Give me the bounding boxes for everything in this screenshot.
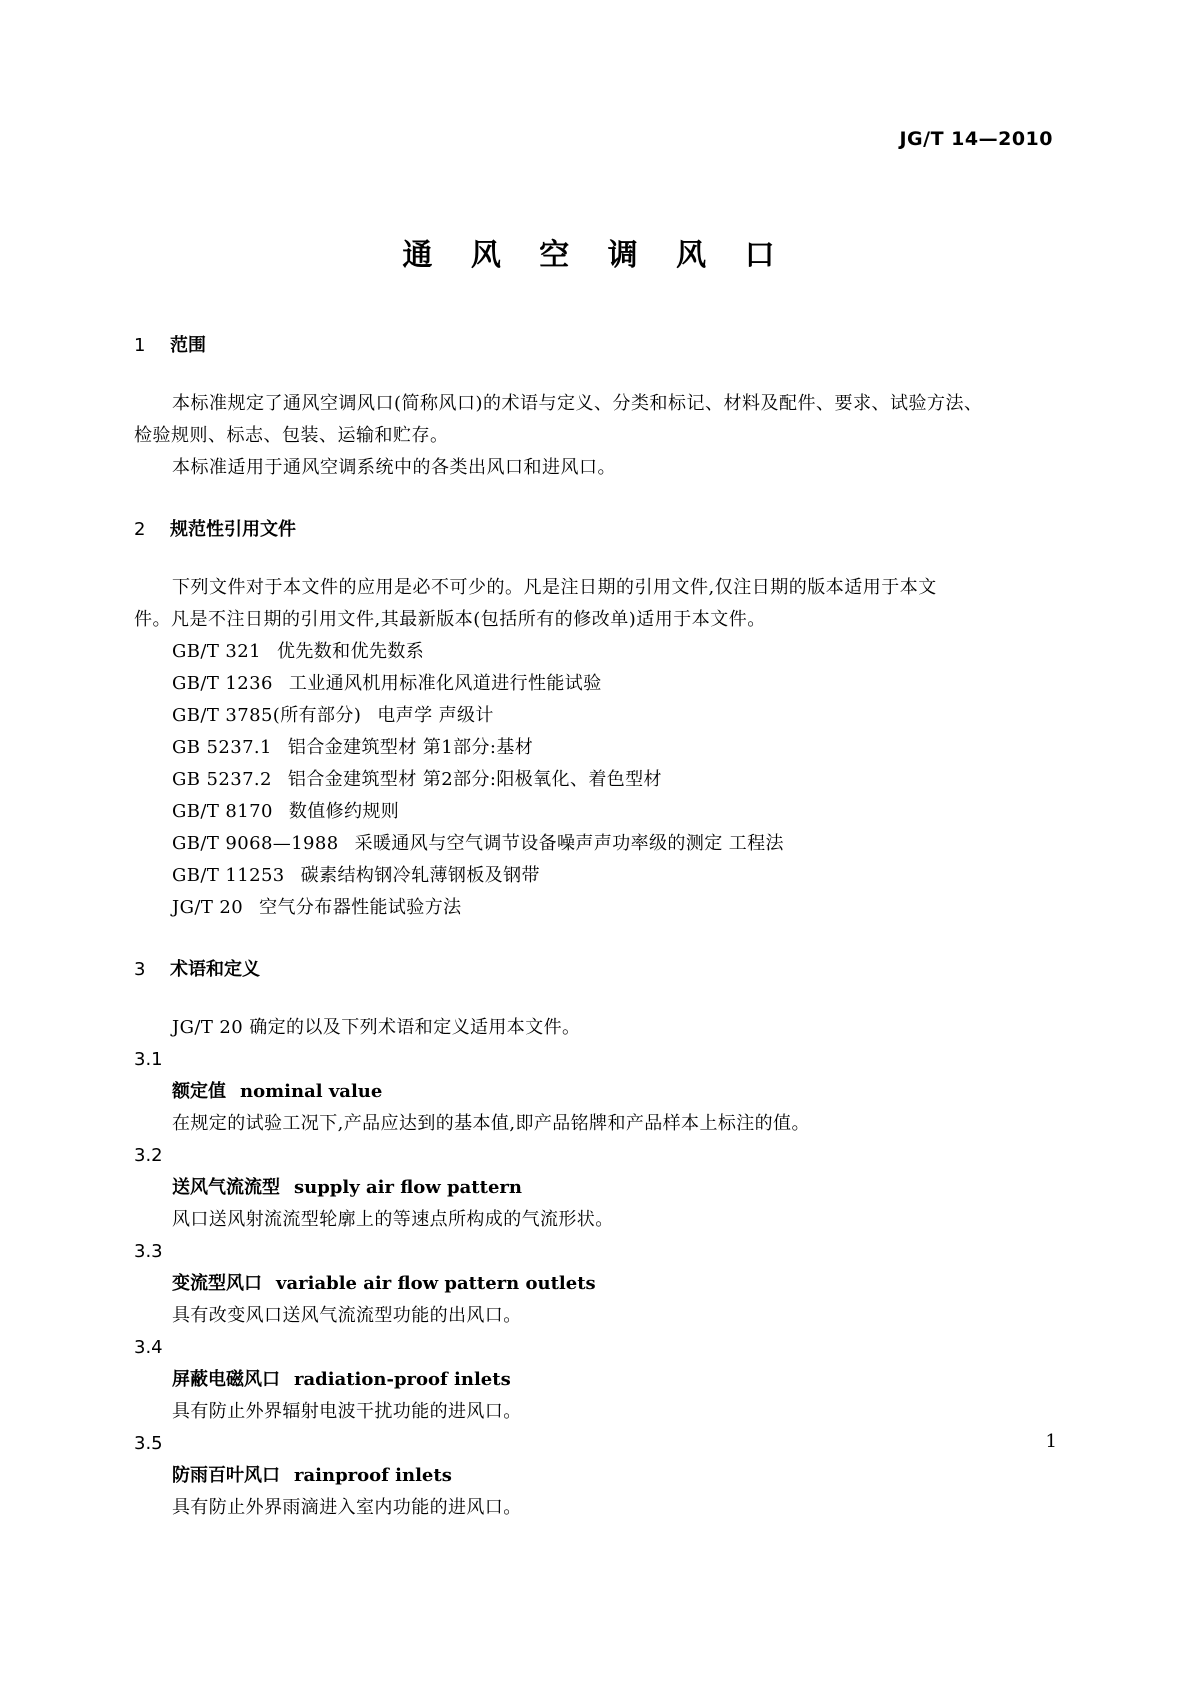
term-name-en: rainproof inlets [294,1465,452,1486]
paragraph: 下列文件对于本文件的应用是必不可少的。凡是注日期的引用文件,仅注日期的版本适用于本文 [172,577,937,598]
term-name [134,1364,1064,1396]
document-body [134,330,1064,1524]
reference-code: GB 5237.2 [172,769,272,790]
paragraph: 本标准规定了通风空调风口(简称风口)的术语与定义、分类和标记、材料及配件、要求、试验方法、 [172,393,983,414]
term-name [134,1460,1064,1492]
term-number: 3.5 [134,1433,163,1454]
reference-title: 碳素结构钢冷轧薄钢板及钢带 [300,865,540,886]
reference-code: GB/T 3785(所有部分) [172,705,362,726]
term-name-zh: 屏蔽电磁风口 [172,1369,280,1390]
reference-item [134,636,1064,668]
section-number: 3 [134,959,146,980]
term-number: 3.1 [134,1049,163,1070]
term-name-zh: 变流型风口 [172,1273,262,1294]
reference-item [134,732,1064,764]
reference-item [134,892,1064,924]
term-definition: 在规定的试验工况下,产品应达到的基本值,即产品铭牌和产品样本上标注的值。 [172,1113,810,1134]
term-name-en: supply air flow pattern [294,1177,522,1198]
section-heading-scope [134,330,1064,362]
reference-item [134,860,1064,892]
term-name-en: variable air flow pattern outlets [276,1273,596,1294]
term-name [134,1076,1064,1108]
term-name-zh: 送风气流流型 [172,1177,280,1198]
standard-code: JG/T 14—2010 [899,128,1053,150]
reference-code: GB/T 9068—1988 [172,833,339,854]
reference-title: 采暖通风与空气调节设备噪声声功率级的测定 工程法 [354,833,784,854]
reference-item [134,700,1064,732]
section-heading-normative-references [134,514,1064,546]
reference-code: GB/T 8170 [172,801,273,822]
reference-code: JG/T 20 [172,897,244,918]
paragraph-continuation: 检验规则、标志、包装、运输和贮存。 [134,425,449,446]
term-name-en: nominal value [240,1081,383,1102]
paragraph: 本标准适用于通风空调系统中的各类出风口和进风口。 [172,457,616,478]
term-number: 3.3 [134,1241,163,1262]
reference-title: 电声学 声级计 [377,705,494,726]
paragraph: JG/T 20 确定的以及下列术语和定义适用本文件。 [172,1017,581,1038]
section-heading-terms [134,954,1064,986]
reference-item [134,796,1064,828]
term-name [134,1172,1064,1204]
page-number: 1 [1045,1431,1057,1452]
term-name-zh: 额定值 [172,1081,226,1102]
reference-code: GB/T 11253 [172,865,285,886]
reference-title: 铝合金建筑型材 第1部分:基材 [287,737,534,758]
reference-item [134,668,1064,700]
reference-title: 优先数和优先数系 [276,641,425,662]
term-definition: 风口送风射流流型轮廓上的等速点所构成的气流形状。 [172,1209,614,1230]
reference-item [134,828,1064,860]
term-name [134,1268,1064,1300]
section-title: 范围 [170,335,206,356]
reference-title: 空气分布器性能试验方法 [259,897,462,918]
reference-title: 工业通风机用标准化风道进行性能试验 [288,673,602,694]
section-title: 规范性引用文件 [170,519,296,540]
term-definition: 具有防止外界辐射电波干扰功能的进风口。 [172,1401,522,1422]
term-name-zh: 防雨百叶风口 [172,1465,280,1486]
document-title: 通 风 空 调 风 口 [402,238,789,273]
term-definition: 具有改变风口送风气流流型功能的出风口。 [172,1305,522,1326]
reference-title: 铝合金建筑型材 第2部分:阳极氧化、着色型材 [287,769,662,790]
term-number: 3.4 [134,1337,163,1358]
reference-code: GB/T 1236 [172,673,273,694]
reference-code: GB/T 321 [172,641,261,662]
reference-title: 数值修约规则 [288,801,400,822]
section-number: 2 [134,519,146,540]
section-number: 1 [134,335,146,356]
term-definition: 具有防止外界雨滴进入室内功能的进风口。 [172,1497,522,1518]
reference-item [134,764,1064,796]
term-name-en: radiation-proof inlets [294,1369,511,1390]
section-title: 术语和定义 [170,959,260,980]
term-number: 3.2 [134,1145,163,1166]
paragraph-continuation: 件。凡是不注日期的引用文件,其最新版本(包括所有的修改单)适用于本文件。 [134,609,766,630]
reference-code: GB 5237.1 [172,737,272,758]
